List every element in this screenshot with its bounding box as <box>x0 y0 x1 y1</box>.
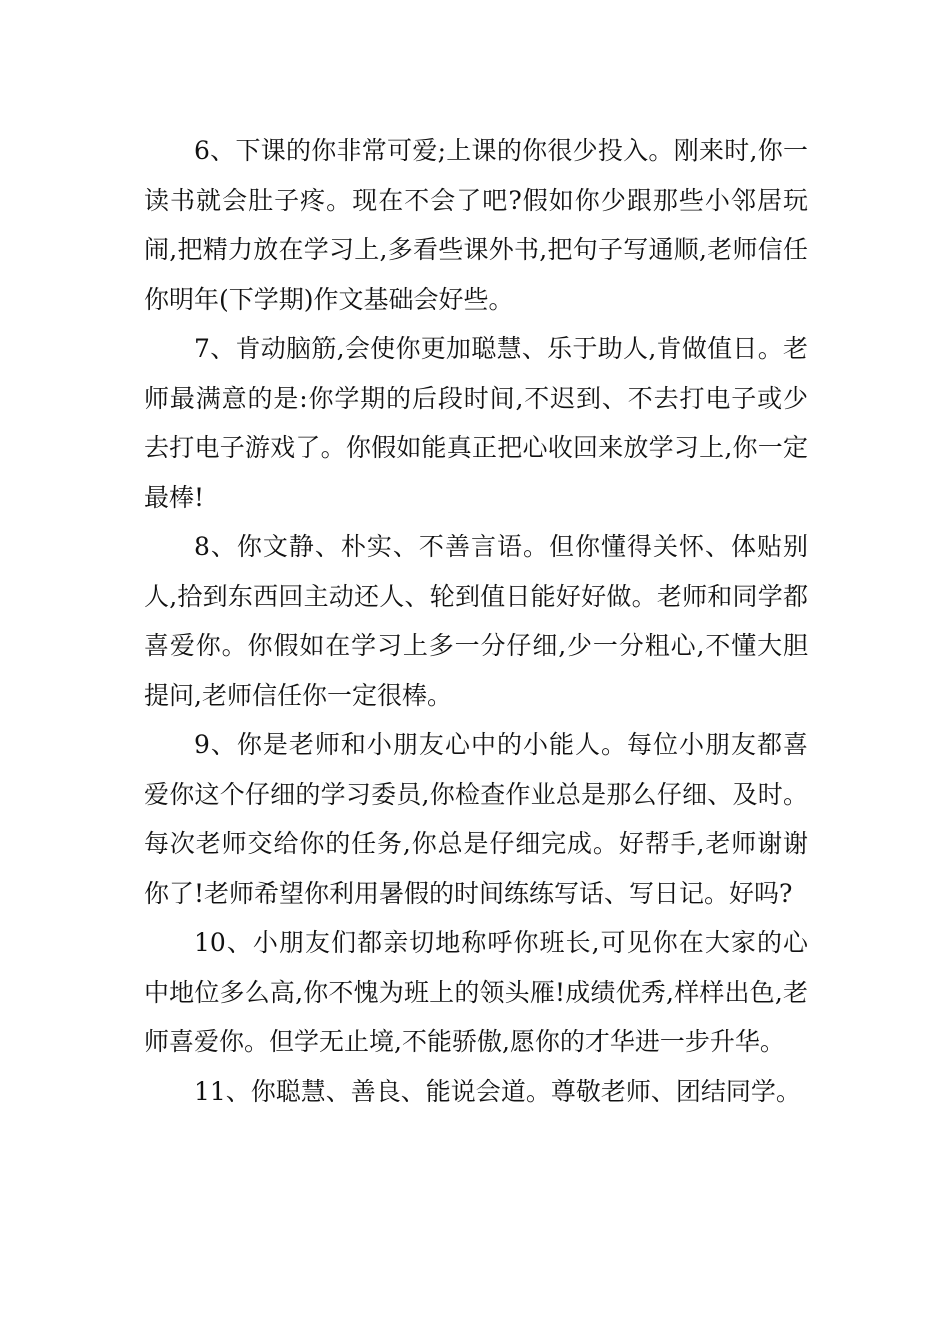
paragraph-comment-6: 6、下课的你非常可爱;上课的你很少投入。刚来时,你一读书就会肚子疼。现在不会了吧?假如你少跟那些小邻居玩闹,把精力放在学习上,多看些课外书,把句子写通顺,老师信任你明年(下学期)作文基础会好些。 <box>144 136 808 314</box>
paragraph-comment-9: 9、你是老师和小朋友心中的小能人。每位小朋友都喜爱你这个仔细的学习委员,你检查作业总是那么仔细、及时。每次老师交给你的任务,你总是仔细完成。好帮手,老师谢谢你了!老师希望你利用暑假的时间练练写话、写日记。好吗? <box>144 730 808 908</box>
document-body <box>144 126 808 1116</box>
paragraph-comment-8: 8、你文静、朴实、不善言语。但你懂得关怀、体贴别人,拾到东西回主动还人、轮到值日能好好做。老师和同学都喜爱你。你假如在学习上多一分仔细,少一分粗心,不懂大胆提问,老师信任你一定很棒。 <box>144 532 808 710</box>
paragraph-comment-11: 11、你聪慧、善良、能说会道。尊敬老师、团结同学。 <box>194 1076 801 1106</box>
paragraph-comment-7: 7、肯动脑筋,会使你更加聪慧、乐于助人,肯做值日。老师最满意的是:你学期的后段时间,不迟到、不去打电子或少去打电子游戏了。你假如能真正把心收回来放学习上,你一定最棒! <box>144 334 808 512</box>
paragraph-comment-10: 10、小朋友们都亲切地称呼你班长,可见你在大家的心中地位多么高,你不愧为班上的领头雁!成绩优秀,样样出色,老师喜爱你。但学无止境,不能骄傲,愿你的才华进一步升华。 <box>144 928 808 1056</box>
